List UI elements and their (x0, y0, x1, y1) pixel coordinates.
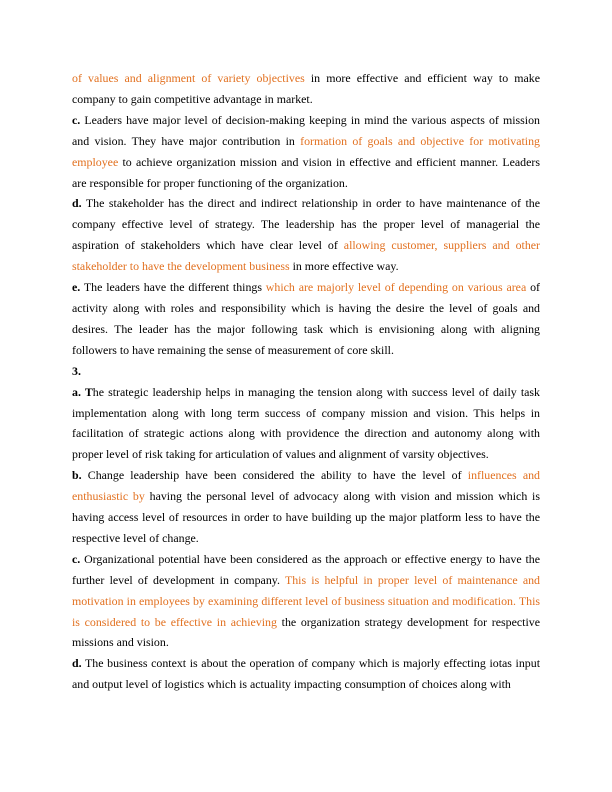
body-text: The stakeholder has the direct and indirect relationship in order to have maintenance of the company effective level of strategy. The leadership has the proper level of managerial the aspiration of stakeholders which have clear level of (72, 196, 540, 253)
item-marker: d. (72, 196, 82, 211)
body-text: Change leadership have been considered the ability to have the level of (81, 468, 468, 483)
highlighted-text: formation of goals and objective for motivating employee (72, 133, 540, 169)
item-marker: c. (72, 551, 81, 566)
paragraph-d-business-context (72, 653, 540, 695)
item-marker: c. (72, 112, 81, 127)
highlighted-text: This is helpful in proper level of maintenance and motivation in employees by examining different level of business situation and modification. This is considered to be effective in achieving (72, 572, 541, 629)
highlighted-text: which are majorly level of depending on various area (265, 280, 527, 295)
document-page (72, 68, 540, 695)
highlighted-text: of values and alignment of variety objectives (72, 71, 305, 85)
body-text: Organizational potential have been considered as the approach or effective energy to have the further level of development in company. (72, 551, 540, 587)
paragraph-a-strategic-leadership (72, 382, 540, 466)
body-text: The leaders have the different things (80, 280, 266, 295)
item-marker: a. T (72, 384, 93, 399)
paragraph-b-change-leadership (72, 465, 540, 549)
body-text: to achieve organization mission and vision in effective and efficient manner. Leaders are responsible for proper functioning of the organization. (72, 154, 540, 190)
paragraph-e-leaders (72, 277, 540, 361)
paragraph-c-decision-making (72, 110, 540, 194)
item-marker: d. (72, 656, 82, 671)
paragraph-c-organizational-potential (72, 549, 540, 654)
section-heading-3 (72, 361, 540, 382)
body-text: Leaders have major level of decision-making keeping in mind the various aspects of mission and vision. They have major contribution in (72, 112, 540, 148)
body-text: in more effective and efficient way to make company to gain competitive advantage in market. (72, 71, 540, 106)
item-marker: e. (72, 280, 81, 295)
section-number: 3. (72, 363, 81, 378)
highlighted-text: allowing customer, suppliers and other stakeholder to have the development business (72, 238, 540, 274)
highlighted-text: influences and enthusiastic by (72, 468, 540, 504)
body-text: the organization strategy development for respective missions and vision. (72, 614, 540, 650)
body-text: he strategic leadership helps in managing the tension along with success level of daily task implementation along with long term success of company mission and vision. This helps in facilitation of strategic actions along with providence the direction and autonomy along with proper level of risk taking for articulation of values and alignment of varsity objectives. (72, 384, 540, 462)
body-text: having the personal level of advocacy along with vision and mission which is having access level of resources in order to have building up the major platform less to have the respective level of change. (72, 489, 540, 545)
item-marker: b. (72, 468, 82, 483)
paragraph-values-alignment (72, 68, 540, 110)
body-text: of activity along with roles and responsibility which is having the desire the level of goals and desires. The leader has the major following task which is envisioning along with aligning followers to have remaining the sense of measurement of core skill. (72, 280, 540, 357)
body-text: in more effective way. (289, 259, 399, 274)
paragraph-d-stakeholder (72, 193, 540, 277)
body-text: The business context is about the operation of company which is majorly effecting iotas input and output level of logistics which is actuality impacting consumption of choices along with (72, 656, 540, 692)
